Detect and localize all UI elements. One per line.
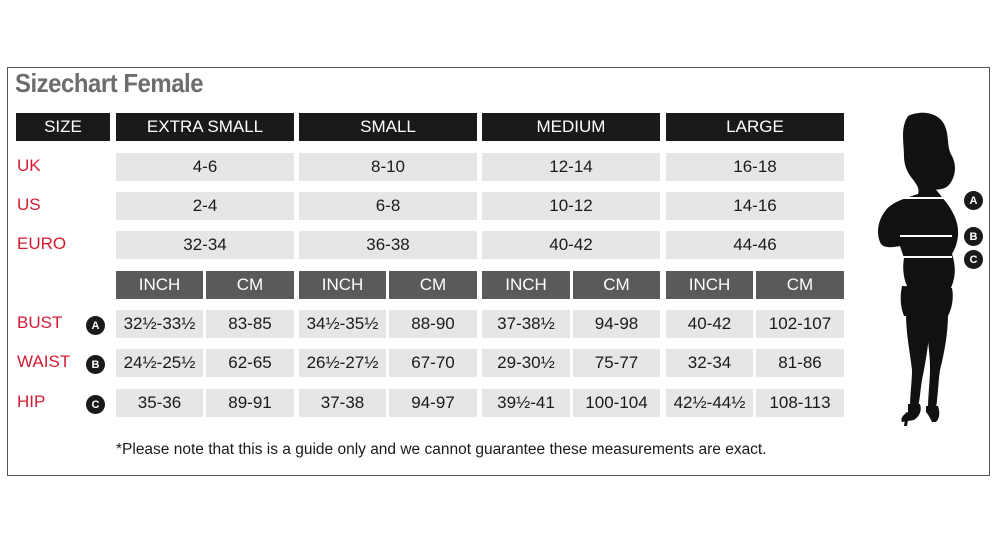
unit-header-cell: INCH <box>666 271 753 299</box>
measurement-value-cell: 24½-25½ <box>116 349 203 377</box>
size-value-cell: 10-12 <box>482 192 660 220</box>
size-value-cell: 36-38 <box>299 231 477 259</box>
size-column-header: EXTRA SMALL <box>116 113 294 141</box>
unit-header-cell: INCH <box>299 271 386 299</box>
row-label: UK <box>17 156 41 175</box>
size-value-cell: 2-4 <box>116 192 294 220</box>
measurement-value-cell: 29-30½ <box>482 349 570 377</box>
size-value-cell: 12-14 <box>482 153 660 181</box>
measurement-value-cell: 108-113 <box>756 389 844 417</box>
unit-header-cell: INCH <box>116 271 203 299</box>
measurement-value-cell: 32-34 <box>666 349 753 377</box>
measurement-value-cell: 94-98 <box>573 310 660 338</box>
size-value-cell: 16-18 <box>666 153 844 181</box>
unit-header-cell: CM <box>389 271 477 299</box>
measurement-value-cell: 81-86 <box>756 349 844 377</box>
size-value-cell: 6-8 <box>299 192 477 220</box>
measurement-value-cell: 75-77 <box>573 349 660 377</box>
measurement-value-cell: 39½-41 <box>482 389 570 417</box>
size-header-cell: SIZE <box>16 113 110 141</box>
measurement-value-cell: 67-70 <box>389 349 477 377</box>
size-value-cell: 14-16 <box>666 192 844 220</box>
size-value-cell: 40-42 <box>482 231 660 259</box>
size-value-cell: 4-6 <box>116 153 294 181</box>
measurement-value-cell: 26½-27½ <box>299 349 386 377</box>
measurement-value-cell: 62-65 <box>206 349 294 377</box>
measurement-value-cell: 37-38½ <box>482 310 570 338</box>
row-label: HIP <box>17 392 46 411</box>
row-label: US <box>17 195 41 214</box>
measurement-value-cell: 35-36 <box>116 389 203 417</box>
size-value-cell: 8-10 <box>299 153 477 181</box>
size-column-header: SMALL <box>299 113 477 141</box>
page-title: Sizechart Female <box>15 68 204 98</box>
unit-header-cell: CM <box>206 271 294 299</box>
size-column-header: MEDIUM <box>482 113 660 141</box>
measurement-value-cell: 42½-44½ <box>666 389 753 417</box>
measurement-marker: C <box>86 395 105 414</box>
unit-header-cell: CM <box>756 271 844 299</box>
measurement-value-cell: 102-107 <box>756 310 844 338</box>
measurement-value-cell: 88-90 <box>389 310 477 338</box>
row-label: WAIST <box>17 352 71 371</box>
measurement-value-cell: 32½-33½ <box>116 310 203 338</box>
measurement-value-cell: 34½-35½ <box>299 310 386 338</box>
unit-header-cell: INCH <box>482 271 570 299</box>
figure-marker-a: A <box>964 191 983 210</box>
size-value-cell: 32-34 <box>116 231 294 259</box>
measurement-value-cell: 94-97 <box>389 389 477 417</box>
measurement-value-cell: 40-42 <box>666 310 753 338</box>
measurement-marker: A <box>86 316 105 335</box>
measurement-value-cell: 89-91 <box>206 389 294 417</box>
unit-header-cell: CM <box>573 271 660 299</box>
row-label: EURO <box>17 234 67 253</box>
measurement-marker: B <box>86 355 105 374</box>
measurement-value-cell: 100-104 <box>573 389 660 417</box>
measurement-value-cell: 83-85 <box>206 310 294 338</box>
size-value-cell: 44-46 <box>666 231 844 259</box>
figure-marker-c: C <box>964 250 983 269</box>
row-label: BUST <box>17 313 63 332</box>
figure-marker-b: B <box>964 227 983 246</box>
disclaimer-note: *Please note that this is a guide only and we cannot guarantee these measurements are exact. <box>116 441 767 458</box>
measurement-value-cell: 37-38 <box>299 389 386 417</box>
size-column-header: LARGE <box>666 113 844 141</box>
